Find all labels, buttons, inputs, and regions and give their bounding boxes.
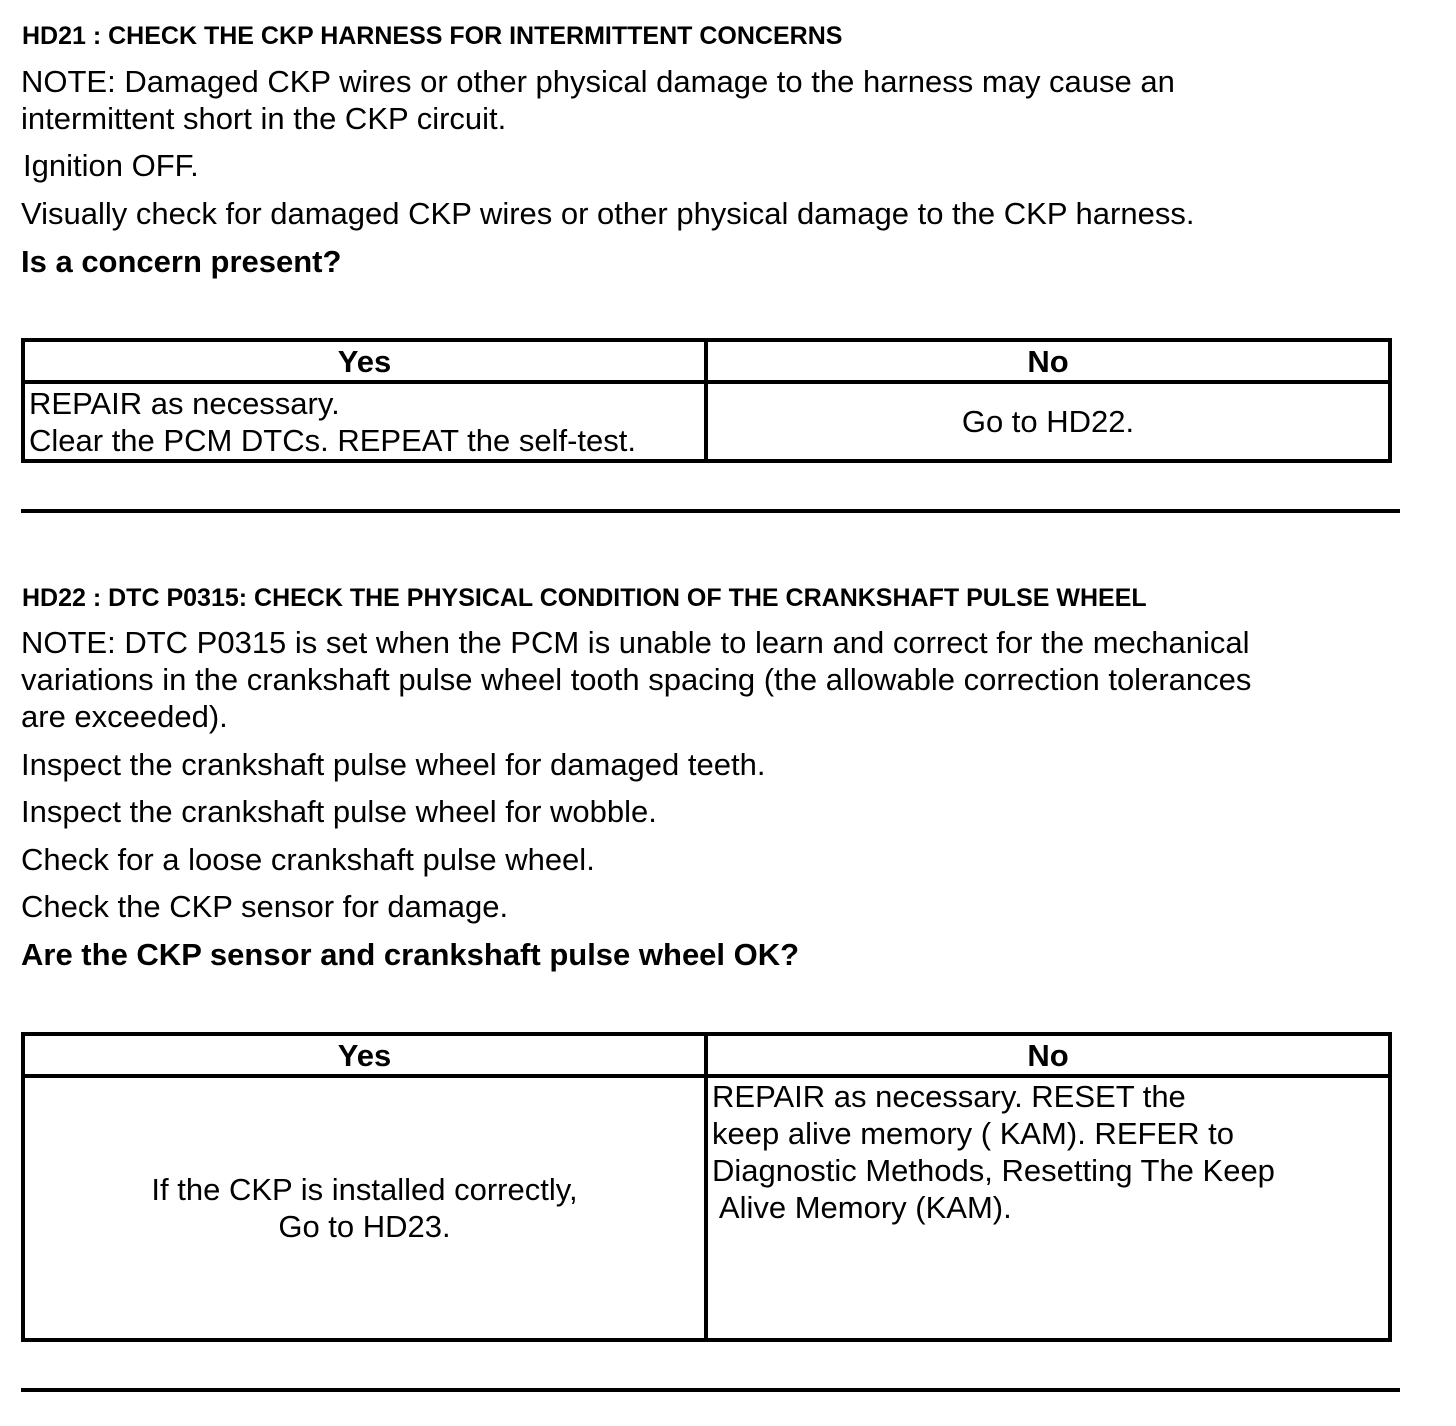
step-ckp-sensor: Check the CKP sensor for damage. [21, 889, 509, 924]
step-ignition-off: Ignition OFF. [23, 148, 199, 183]
note-line: intermittent short in the CKP circuit. [21, 101, 507, 136]
yes-line: Clear the PCM DTCs. REPEAT the self-test. [29, 422, 636, 458]
no-line: Alive Memory (KAM). [712, 1190, 1012, 1225]
note-line: NOTE: Damaged CKP wires or other physical damage to the harness may cause an [21, 64, 1175, 99]
section-divider [21, 509, 1400, 513]
yes-cell [23, 382, 706, 461]
no-line: REPAIR as necessary. RESET the [712, 1079, 1186, 1114]
yes-header: Yes [23, 340, 706, 382]
step-wobble: Inspect the crankshaft pulse wheel for wobble. [21, 794, 657, 829]
step-visual-check: Visually check for damaged CKP wires or other physical damage to the CKP harness. [21, 196, 1195, 231]
question-hd22: Are the CKP sensor and crankshaft pulse wheel OK? [21, 937, 800, 972]
note-hd21 [21, 63, 1175, 137]
section-heading-hd22: HD22 : DTC P0315: CHECK THE PHYSICAL CONDITION OF THE CRANKSHAFT PULSE WHEEL [22, 584, 1147, 612]
no-line: keep alive memory ( KAM). REFER to [712, 1116, 1234, 1151]
no-header: No [706, 1034, 1390, 1076]
no-line: Diagnostic Methods, Resetting The Keep [712, 1153, 1275, 1188]
response-table-hd21 [21, 338, 1392, 463]
step-loose-wheel: Check for a loose crankshaft pulse wheel. [21, 842, 595, 877]
yes-line: If the CKP is installed correctly, [151, 1172, 578, 1207]
section-heading-hd21: HD21 : CHECK THE CKP HARNESS FOR INTERMITTENT CONCERNS [22, 22, 843, 50]
no-cell [706, 382, 1390, 461]
no-line: Go to HD22. [961, 404, 1135, 439]
question-hd21: Is a concern present? [21, 244, 342, 279]
yes-line: Go to HD23. [278, 1209, 451, 1244]
yes-line: REPAIR as necessary. [29, 385, 340, 421]
note-line: variations in the crankshaft pulse wheel tooth spacing (the allowable correction tolerances [21, 662, 1252, 697]
response-table-hd22 [21, 1032, 1392, 1342]
no-header: No [706, 340, 1390, 382]
yes-header: Yes [23, 1034, 706, 1076]
step-damaged-teeth: Inspect the crankshaft pulse wheel for damaged teeth. [21, 747, 766, 782]
section-divider [21, 1388, 1400, 1392]
no-cell [706, 1076, 1390, 1340]
yes-cell [23, 1076, 706, 1340]
note-line: NOTE: DTC P0315 is set when the PCM is unable to learn and correct for the mechanical [21, 625, 1250, 660]
note-hd22 [21, 624, 1251, 735]
note-line: are exceeded). [21, 699, 228, 734]
